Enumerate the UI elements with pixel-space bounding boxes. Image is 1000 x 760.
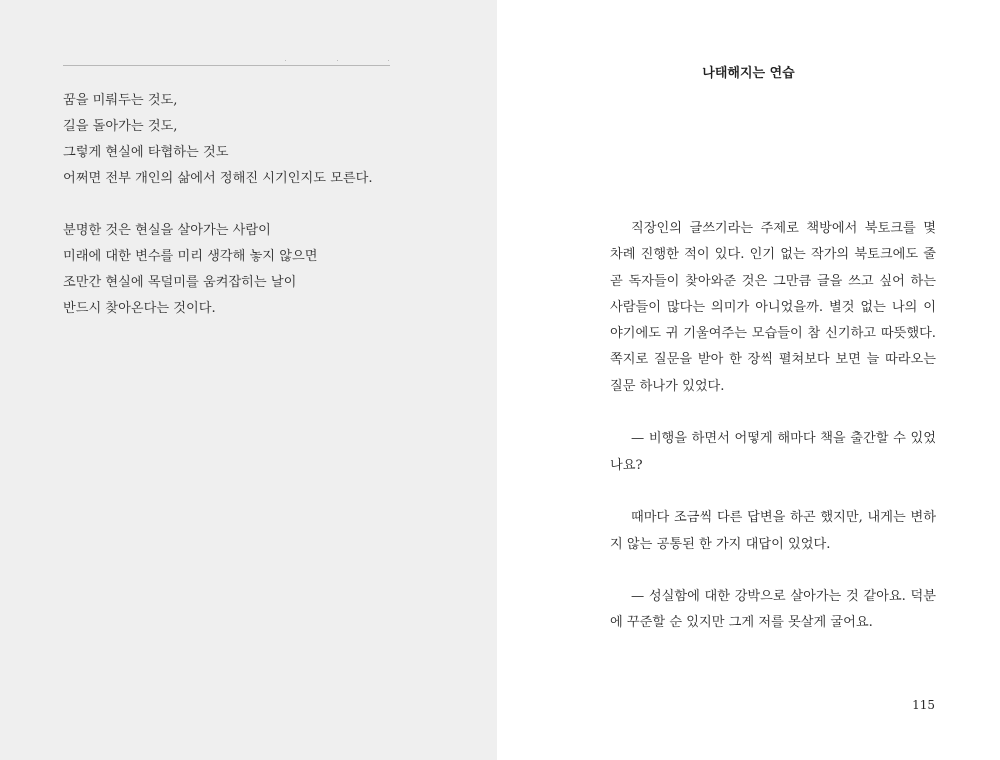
paragraph: 때마다 조금씩 다른 답변을 하곤 했지만, 내게는 변하지 않는 공통된 한 가지 대답이 있었다. xyxy=(610,510,936,552)
paragraph-gap xyxy=(610,479,936,505)
verse-line: 분명한 것은 현실을 살아가는 사람이 xyxy=(63,223,271,238)
paragraph: 직장인의 글쓰기라는 주제로 책방에서 북토크를 몇 차례 진행한 적이 있다. 인기 없는 작가의 북토크에도 줄곧 독자들이 찾아와준 것은 그만큼 글을 쓰고 싶어 하는 사람들이 많다는 의미가 아니었을까. 별것 없는 나의 이야기에도 귀 기울여주는 모습들이 참 신기하고 따뜻했다. 쪽지로 질문을 받아 한 장씩 펼쳐보다 보면 늘 따라오는 질문 하나가 있었다. xyxy=(610,221,936,394)
stanza-2 xyxy=(63,218,473,322)
running-head: 나태해지는 연습 xyxy=(702,66,795,81)
dialogue-paragraph: — 비행을 하면서 어떻게 해마다 책을 출간할 수 있었나요? xyxy=(610,431,936,473)
verse-line: 그렇게 현실에 타협하는 것도 xyxy=(63,145,229,160)
left-page-text xyxy=(63,88,473,322)
paragraph-gap xyxy=(610,400,936,426)
stanza-1 xyxy=(63,88,473,192)
verse-line: 꿈을 미뤄두는 것도, xyxy=(63,93,178,108)
dialogue-paragraph: — 성실함에 대한 강박으로 살아가는 것 같아요. 덕분에 꾸준할 순 있지만 그게 저를 못살게 굴어요. xyxy=(610,589,936,631)
right-page xyxy=(497,0,1000,760)
stanza-gap xyxy=(63,192,473,218)
header-rule xyxy=(63,65,390,66)
verse-line: 반드시 찾아온다는 것이다. xyxy=(63,301,216,316)
page-number: 115 xyxy=(912,698,935,712)
left-page xyxy=(0,0,497,760)
header-rule-mark xyxy=(285,60,286,61)
header-rule-mark xyxy=(337,60,338,61)
verse-line: 조만간 현실에 목덜미를 움켜잡히는 날이 xyxy=(63,275,297,290)
verse-line: 어쩌면 전부 개인의 삶에서 정해진 시기인지도 모른다. xyxy=(63,171,373,186)
verse-line: 미래에 대한 변수를 미리 생각해 놓지 않으면 xyxy=(63,249,318,264)
verse-line: 길을 돌아가는 것도, xyxy=(63,119,178,134)
paragraph-gap xyxy=(610,558,936,584)
right-page-body xyxy=(610,216,936,637)
header-rule-mark xyxy=(388,60,389,61)
